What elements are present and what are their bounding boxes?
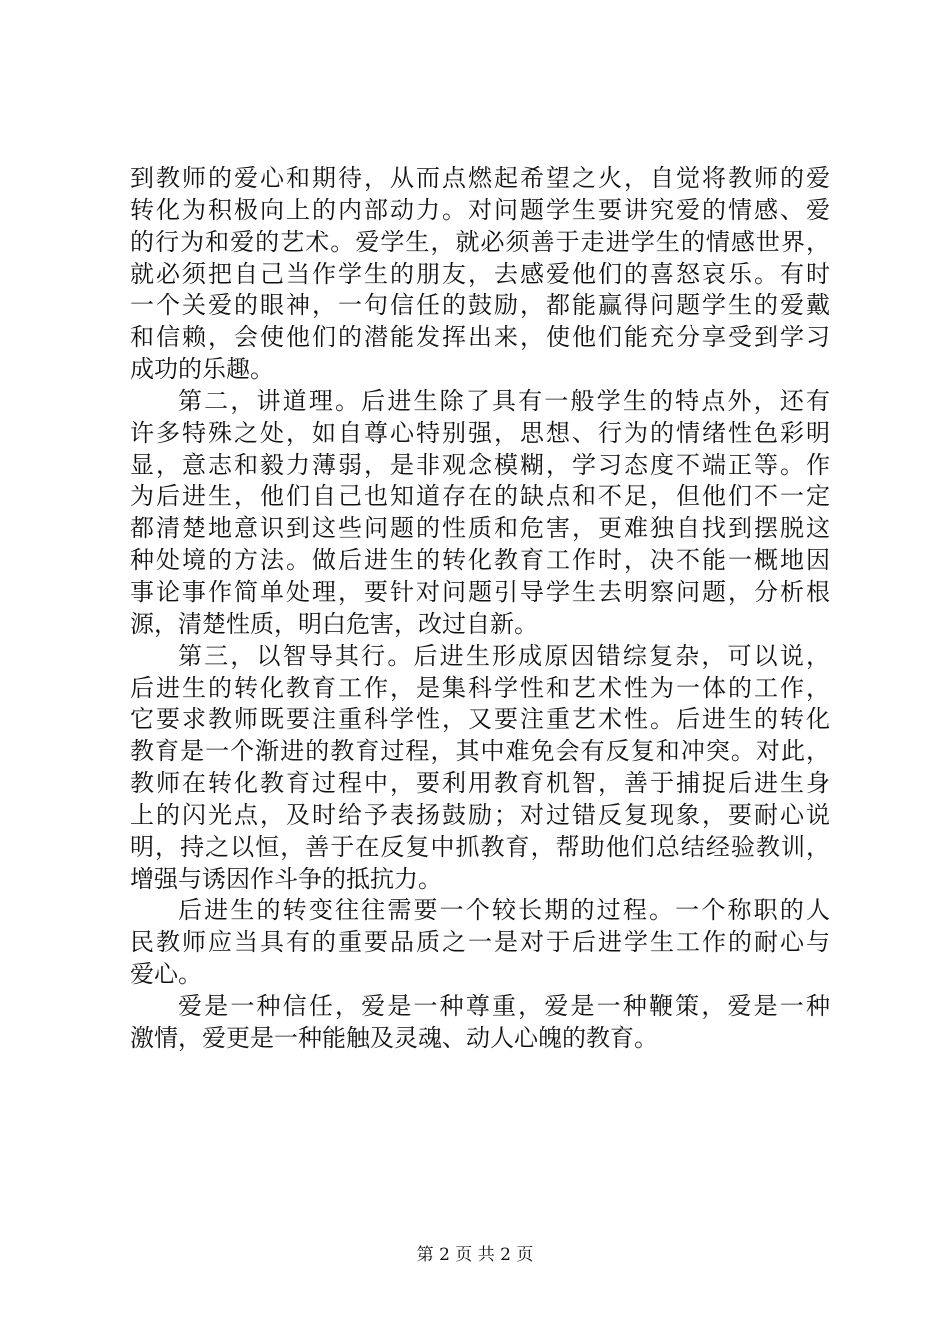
text-line: 增强与诱因作斗争的抵抗力。 [130,864,442,893]
text-line: 后进生的转化教育工作，是集科学性和艺术性为一体的工作， [130,673,830,702]
text-line: 民教师应当具有的重要品质之一是对于后进学生工作的耐心与 [130,928,830,957]
text-line: 就必须把自己当作学生的朋友，去感爱他们的喜怒哀乐。有时 [130,259,830,288]
text-line: 一个关爱的眼神，一句信任的鼓励，都能赢得问题学生的爱戴 [130,291,830,320]
text-line: 到教师的爱心和期待，从而点燃起希望之火，自觉将教师的爱 [130,164,830,192]
text-line: 它要求教师既要注重科学性，又要注重艺术性。后进生的转化 [130,705,830,734]
text-line: 的行为和爱的艺术。爱学生，就必须善于走进学生的情感世界， [130,227,830,256]
text-line: 事论事作简单处理，要针对问题引导学生去明察问题，分析根 [130,577,830,606]
text-line: 后进生的转变往往需要一个较长期的过程。一个称职的人 [178,896,830,925]
text-line: 为后进生，他们自己也知道存在的缺点和不足，但他们不一定 [130,482,830,511]
text-line: 第三，以智导其行。后进生形成原因错综复杂，可以说， [178,641,830,670]
text-line: 都清楚地意识到这些问题的性质和危害，更难独自找到摆脱这 [130,514,830,543]
text-line: 激情，爱更是一种能触及灵魂、动人心魄的教育。 [130,1023,658,1052]
text-line: 转化为积极向上的内部动力。对问题学生要讲究爱的情感、爱 [130,195,830,224]
text-line: 教育是一个渐进的教育过程，其中难免会有反复和冲突。对此， [130,737,830,766]
text-line: 明，持之以恒，善于在反复中抓教育，帮助他们总结经验教训， [130,832,830,861]
text-line: 和信赖，会使他们的潜能发挥出来，使他们能充分享受到学习 [130,323,830,352]
text-line: 教师在转化教育过程中，要利用教育机智，善于捕捉后进生身 [130,769,830,798]
text-line: 源，清楚性质，明白危害，改过自新。 [130,609,538,638]
page-footer: 第 2 页 共 2 页 [416,1245,534,1265]
text-line: 成功的乐趣。 [130,355,274,384]
text-line: 第二，讲道理。后进生除了具有一般学生的特点外，还有 [178,386,830,415]
text-line: 爱是一种信任，爱是一种尊重，爱是一种鞭策，爱是一种 [178,991,830,1020]
text-line: 显，意志和毅力薄弱，是非观念模糊，学习态度不端正等。作 [130,450,830,479]
text-line: 上的闪光点，及时给予表扬鼓励；对过错反复现象，要耐心说 [130,800,830,829]
text-line: 许多特殊之处，如自尊心特别强，思想、行为的情绪性色彩明 [130,418,830,447]
document-body [130,163,830,1055]
text-line: 种处境的方法。做后进生的转化教育工作时，决不能一概地因 [130,546,830,575]
text-line: 爱心。 [130,960,202,989]
